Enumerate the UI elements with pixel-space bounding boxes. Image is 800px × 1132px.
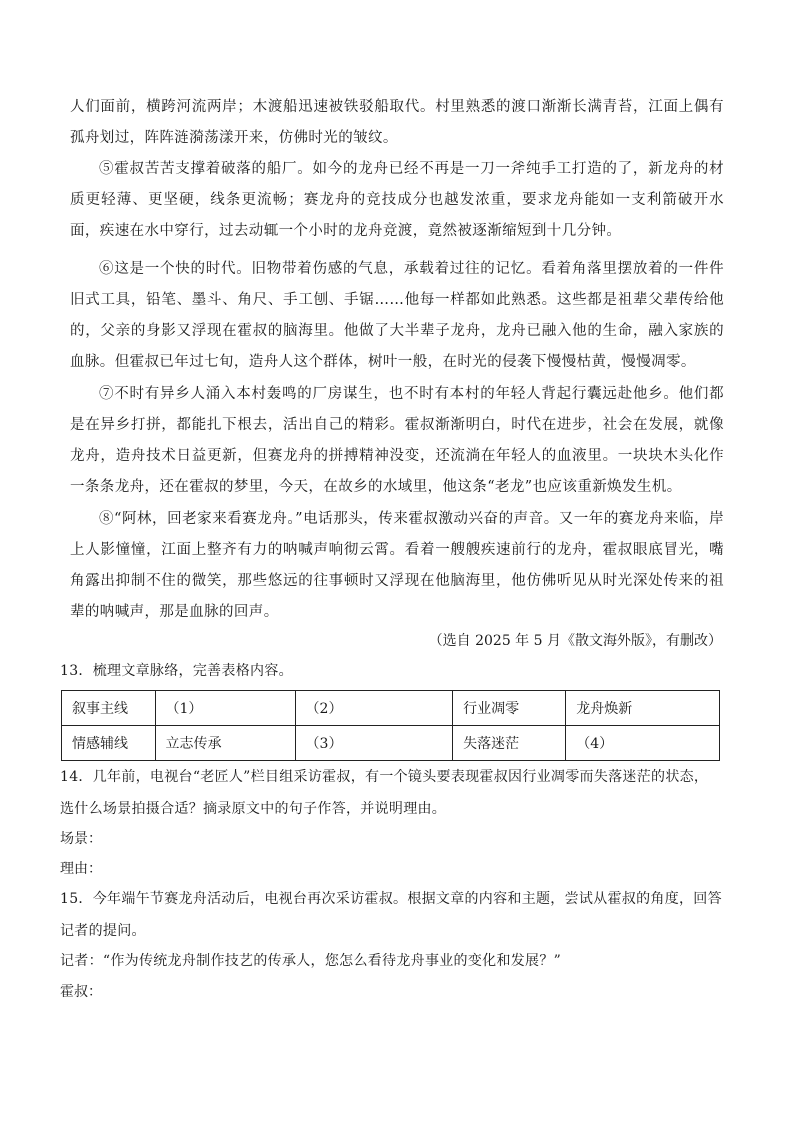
question-15-prompt-line2: 记者的提问。: [60, 923, 146, 939]
article-paragraph-7: ⑦不时有异乡人涌入本村轰鸣的厂房谋生，也不时有本村的年轻人背起行囊远赴他乡。他们都是在异乡打拼，都能扎下根去，活出自己的精彩。霍叔渐渐明白，时代在进步，社会在发展，就像龙舟，造舟技术日益更新，但赛龙舟的拼搏精神没变，还流淌在年轻人的血液里。一块块木头化作一条条龙舟，还在霍叔的梦里，今天，在故乡的水域里，他这条“老龙”也应该重新焕发生机。: [70, 386, 724, 495]
question-14-reason-label: 理由：: [60, 861, 102, 877]
table-cell: 叙事主线: [62, 691, 156, 726]
table-cell: （1）: [155, 691, 295, 726]
article-paragraph-5: ⑤霍叔苦苦支撑着破落的船厂。如今的龙舟已经不再是一刀一斧纯手工打造的了，新龙舟的材质更轻薄、更坚硬，线条更流畅；赛龙舟的竞技成分也越发浓重，要求龙舟能如一支利箭破开水面，疾速在水中穿行，过去动辄一个小时的龙舟竞渡，竟然被逐渐缩短到十几分钟。: [70, 161, 724, 239]
table-cell: 失落迷茫: [453, 726, 566, 761]
table-cell: （2）: [295, 691, 453, 726]
table-cell: 立志传承: [155, 726, 295, 761]
article-source: （选自 2025 年 5 月《散文海外版》，有删改）: [428, 633, 722, 649]
table-cell: （4）: [566, 726, 720, 761]
article-paragraph-8: ⑧“阿林，回老家来看赛龙舟。”电话那头，传来霍叔激动兴奋的声音。又一年的赛龙舟来临，岸上人影憧憧，江面上整齐有力的呐喊声响彻云霄。看着一艘艘疾速前行的龙舟，霍叔眼底冒光，嘴角露出抑制不住的微笑，那些悠远的往事顿时又浮现在他脑海里，他仿佛听见从时光深处传来的祖辈的呐喊声，那是血脉的回声。: [70, 511, 724, 620]
table-row: [62, 726, 720, 761]
table-cell: （3）: [295, 726, 453, 761]
question-15-huo-label: 霍叔：: [60, 984, 102, 1000]
table-cell: 龙舟焕新: [566, 691, 720, 726]
table-row: [62, 691, 720, 726]
question-14-prompt-line1: 14．几年前，电视台“老匠人”栏目组采访霍叔，有一个镜头要表现霍叔因行业凋零而失落迷茫的状态，: [60, 769, 709, 785]
question-13-table: [61, 690, 720, 761]
question-13-prompt: 13．梳理文章脉络，完善表格内容。: [60, 663, 293, 679]
article-paragraph-6: ⑥这是一个快的时代。旧物带着伤感的气息，承载着过往的记忆。看着角落里摆放着的一件件旧式工具，铅笔、墨斗、角尺、手工刨、手锯……他每一样都如此熟悉。这些都是祖辈父辈传给他的，父亲的身影又浮现在霍叔的脑海里。他做了大半辈子龙舟，龙舟已融入他的生命，融入家族的血脉。但霍叔已年过七旬，造舟人这个群体，树叶一般，在时光的侵袭下慢慢枯黄，慢慢凋零。: [70, 261, 724, 370]
question-14-prompt-line2: 选什么场景拍摄合适？摘录原文中的句子作答，并说明理由。: [60, 801, 447, 817]
table-cell: 情感辅线: [62, 726, 156, 761]
question-15-prompt-line1: 15．今年端午节赛龙舟活动后，电视台再次采访霍叔。根据文章的内容和主题，尝试从霍叔的角度，回答: [60, 891, 722, 907]
question-14-scene-label: 场景：: [60, 831, 102, 847]
table-cell: 行业凋零: [453, 691, 566, 726]
question-15-reporter-line: 记者：“作为传统龙舟制作技艺的传承人，您怎么看待龙舟事业的变化和发展？”: [60, 953, 562, 969]
article-paragraph-continued: 人们面前，横跨河流两岸；木渡船迅速被铁驳船取代。村里熟悉的渡口渐渐长满青苔，江面上偶有孤舟划过，阵阵涟漪荡漾开来，仿佛时光的皱纹。: [70, 99, 724, 146]
